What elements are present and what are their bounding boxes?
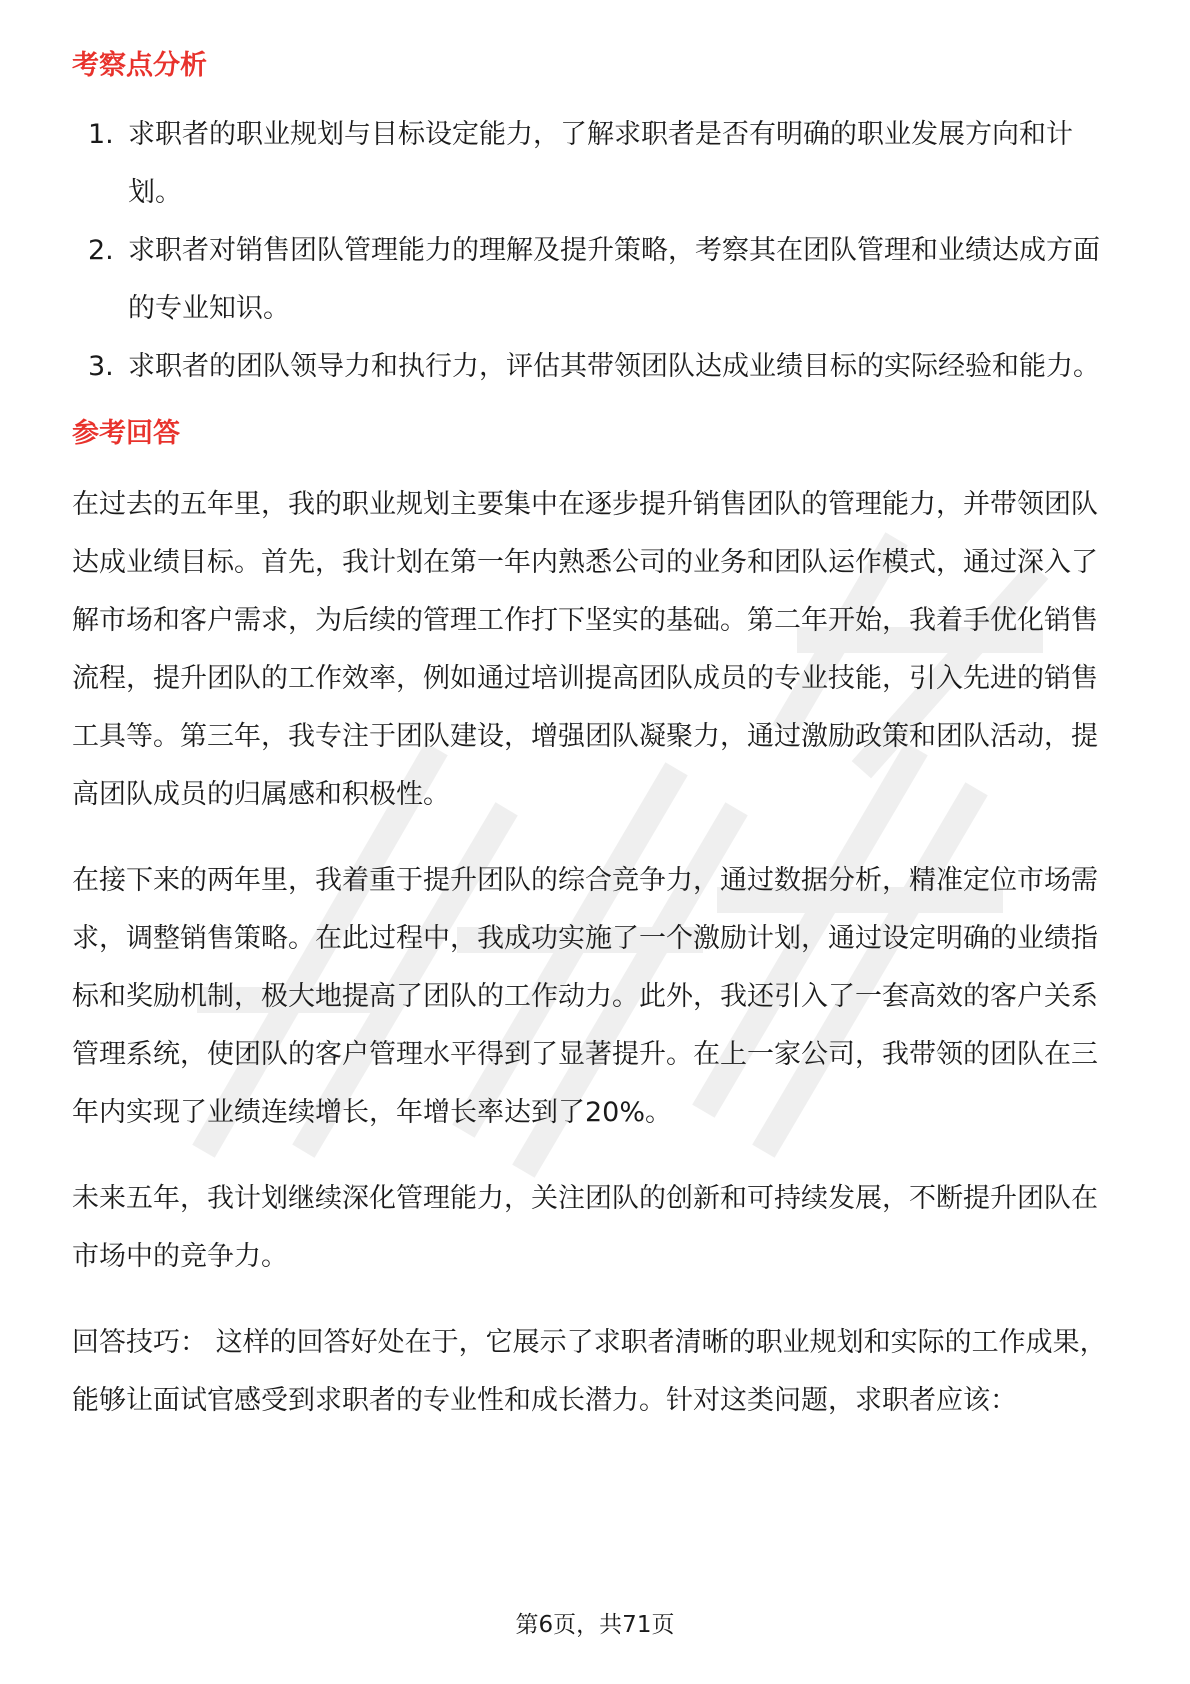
list-item xyxy=(72,106,1118,222)
list-item-text: 求职者的团队领导力和执行力，评估其带领团队达成业绩目标的实际经验和能力。 xyxy=(128,351,1100,382)
list-item xyxy=(72,222,1118,338)
answer-heading: 参考回答 xyxy=(72,418,180,449)
list-item-text: 求职者对销售团队管理能力的理解及提升策略，考察其在团队管理和业绩达成方面的专业知识。 xyxy=(128,235,1100,324)
list-item-text: 求职者的职业规划与目标设定能力，了解求职者是否有明确的职业发展方向和计划。 xyxy=(128,119,1073,208)
list-item xyxy=(72,338,1118,396)
analysis-heading: 考察点分析 xyxy=(72,50,207,81)
page-number: 第6页，共71页 xyxy=(515,1612,675,1638)
answer-tips-paragraph: 回答技巧： 这样的回答好处在于，它展示了求职者清晰的职业规划和实际的工作成果，能够让面试官感受到求职者的专业性和成长潜力。针对这类问题，求职者应该： xyxy=(72,1327,1107,1416)
answer-paragraph-2: 在接下来的两年里，我着重于提升团队的综合竞争力，通过数据分析，精准定位市场需求，调整销售策略。在此过程中，我成功实施了一个激励计划，通过设定明确的业绩指标和奖励机制，极大地提高了团队的工作动力。此外，我还引入了一套高效的客户关系管理系统，使团队的客户管理水平得到了显著提升。在上一家公司，我带领的团队在三年内实现了业绩连续增长，年增长率达到了20%。 xyxy=(72,865,1098,1128)
list-item-number: 1. xyxy=(88,119,114,150)
analysis-list xyxy=(72,106,1118,396)
answer-paragraph-1: 在过去的五年里，我的职业规划主要集中在逐步提升销售团队的管理能力，并带领团队达成业绩目标。首先，我计划在第一年内熟悉公司的业务和团队运作模式，通过深入了解市场和客户需求，为后续的管理工作打下坚实的基础。第二年开始，我着手优化销售流程，提升团队的工作效率，例如通过培训提高团队成员的专业技能，引入先进的销售工具等。第三年，我专注于团队建设，增强团队凝聚力，通过激励政策和团队活动，提高团队成员的归属感和积极性。 xyxy=(72,489,1098,810)
list-item-number: 2. xyxy=(88,235,114,266)
document-content xyxy=(72,46,1118,1458)
list-item-number: 3. xyxy=(88,351,114,382)
answer-paragraph-3: 未来五年，我计划继续深化管理能力，关注团队的创新和可持续发展，不断提升团队在市场中的竞争力。 xyxy=(72,1183,1098,1272)
